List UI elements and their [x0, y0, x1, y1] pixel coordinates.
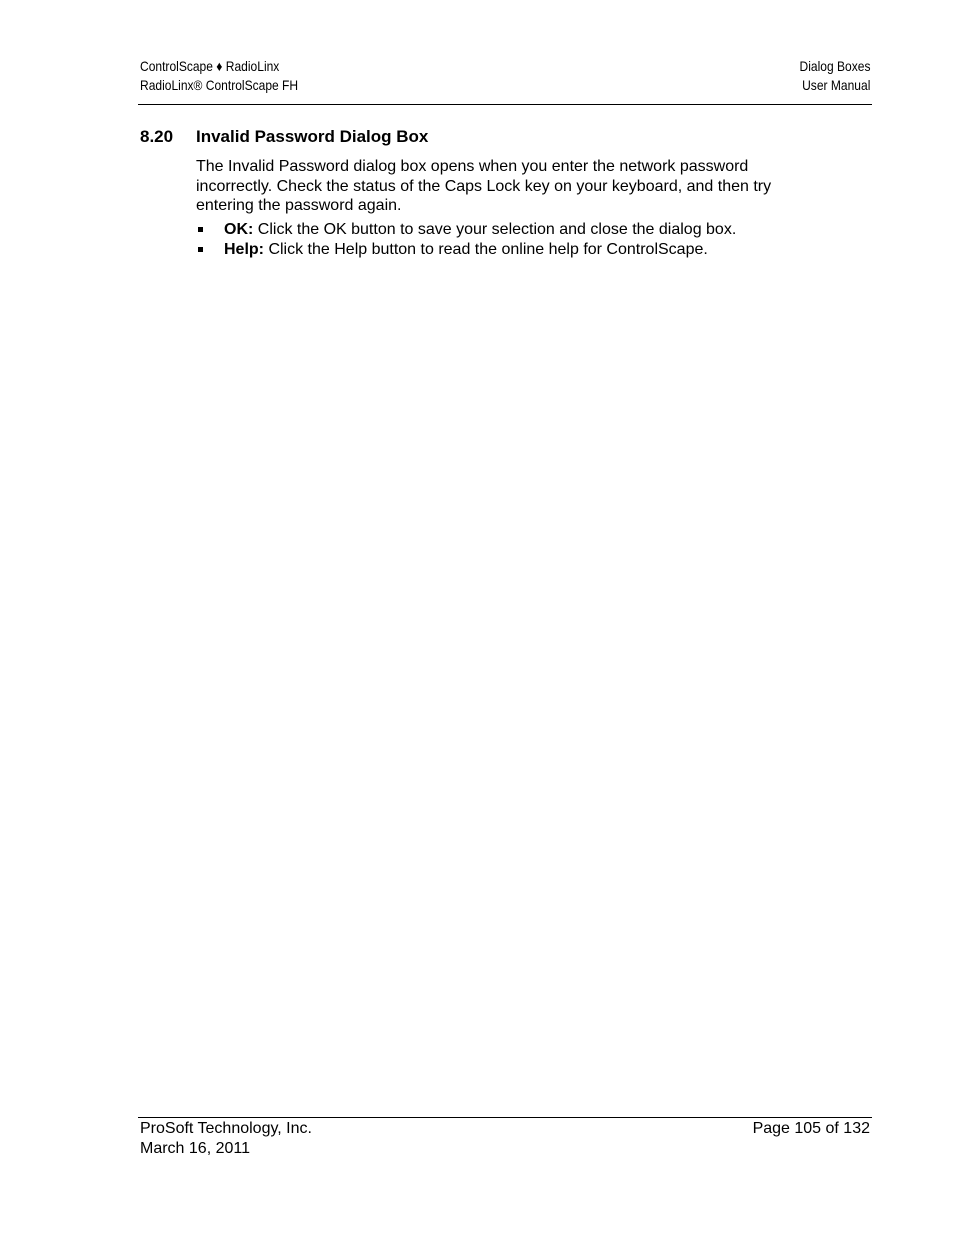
footer-left — [140, 1119, 312, 1158]
footer-rule — [138, 1117, 872, 1118]
header-left — [140, 57, 324, 95]
header-product-line: ControlScape ♦ RadioLinx — [140, 58, 280, 74]
section-title: Invalid Password Dialog Box — [196, 127, 429, 146]
header-rule — [138, 104, 872, 105]
footer-company: ProSoft Technology, Inc. — [140, 1120, 312, 1137]
section-heading — [140, 126, 428, 148]
header-product-name: RadioLinx® ControlScape FH — [140, 77, 299, 93]
section-number: 8.20 — [140, 127, 174, 146]
header-right — [788, 57, 871, 95]
footer-page-number: Page 105 of 132 — [752, 1120, 870, 1137]
footer-date: March 16, 2011 — [140, 1139, 250, 1157]
header-chapter: Dialog Boxes — [799, 58, 870, 74]
bullet-square-icon — [198, 247, 203, 252]
bullet-square-icon — [198, 227, 203, 232]
header-doc-type: User Manual — [801, 77, 870, 93]
list-item — [196, 220, 846, 240]
bullet-term: OK: — [224, 221, 254, 238]
button-description-list — [196, 220, 846, 260]
bullet-term: Help: — [224, 241, 264, 258]
bullet-text: Click the OK button to save your selection and close the dialog box. — [253, 221, 737, 238]
bullet-text: Click the Help button to read the online help for ControlScape. — [264, 241, 708, 258]
list-item — [196, 240, 846, 260]
section-paragraph: The Invalid Password dialog box opens when you enter the network password incorrectly. Check the status of the Caps Lock key on your keyboard, and then try entering the password again. — [196, 158, 772, 214]
